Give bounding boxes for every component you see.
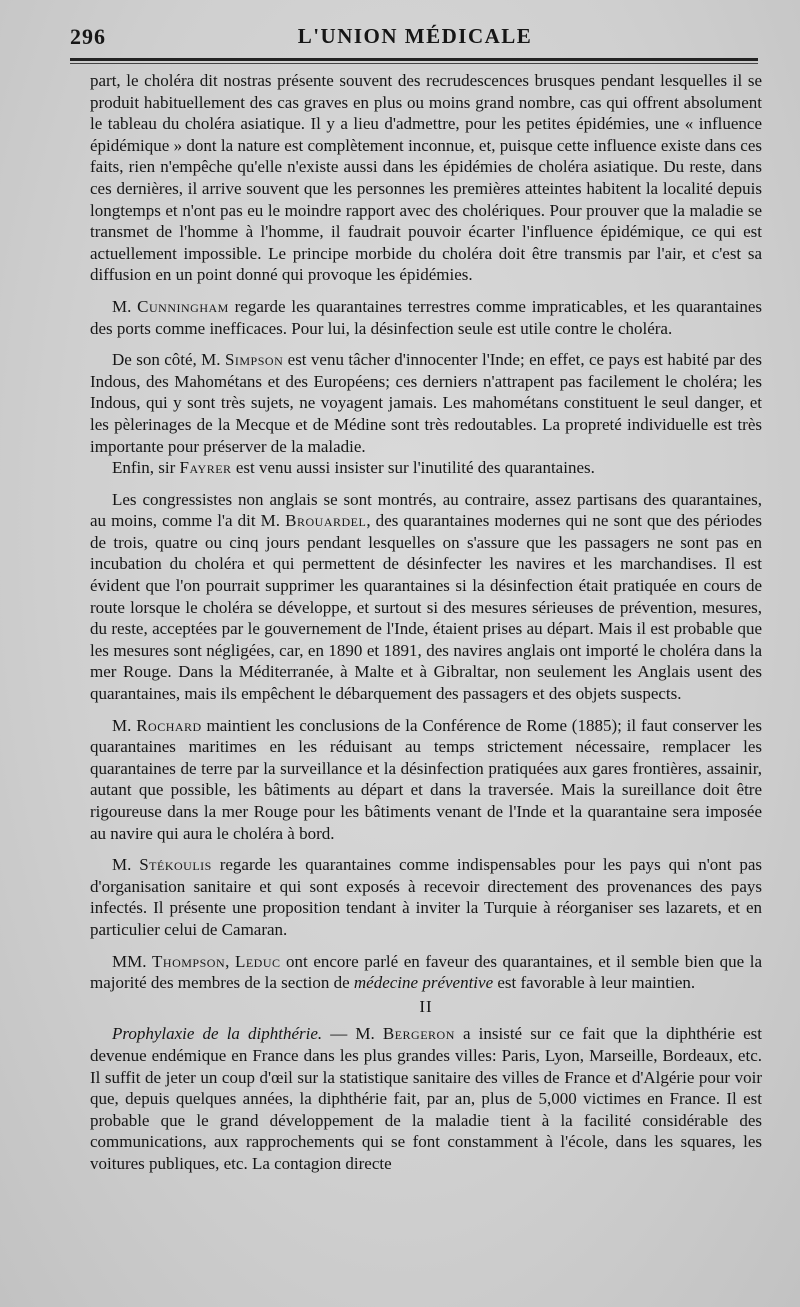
- emphasis: médecine préventive: [353, 973, 494, 993]
- paragraph-thompson-leduc: MM. Thompson, Leduc ont encore parlé en faveur des quarantaines, et il semble bien que la majorité des membres de la section de médecine préventive est favorable à leur maintien.: [90, 951, 762, 993]
- paragraph-simpson: De son côté, M. Simpson est venu tâcher d'innocenter l'Inde; en effet, ce pays est habité par des Indous, des Mahométans et des Européens; ces derniers n'attrapent pas facilement le choléra; les Indous, qui y sont très sujets, ne voyagent jamais. Les mahométans constituent le seul danger, et les pèlerinages de la Mecque et de Médine sont très redoutables. La propreté individuelle est très importante pour préserver de la maladie.: [90, 350, 762, 456]
- author-name: Brouardel: [285, 511, 367, 531]
- author-name: Leduc: [234, 951, 281, 971]
- author-name: Cunningham: [137, 296, 229, 316]
- page-header: [70, 22, 760, 52]
- paragraph-congressistes: Les congressistes non anglais se sont montrés, au contraire, assez partisans des quarantaines, au moins, comme l'a dit M. Brouardel, des quarantaines modernes qui ne sont que des périodes de trois, quatre ou cinq jours pendant lesquelles on s'assure que les passagers ne sont pas en incubation du choléra et qui permettent de désinfecter les navires et les marchandises. Il est évident que l'on pourrait supprimer les quarantaines si la désinfection était pratiquée en cours de route lorsque le choléra se développe, et surtout si des mesures sérieuses de prévention, mesures, du reste, acceptées par le gouvernement de l'Inde, étaient prises au départ. Mais il est probable que les mesures sont négligées, car, en 1890 et 1891, des navires anglais ont importé le choléra dans la mer Rouge. Dans la Méditerranée, à Malte et à Gibraltar, non seulement les Anglais usent des quarantaines, mais ils empêchent le débarquement des passagers et des objets suspects.: [90, 489, 763, 704]
- paragraph-diphtherie: Prophylaxie de la diphthérie. — M. Bergeron a insisté sur ce fait que la diphthérie est devenue endémique en France dans les plus grandes villes: Paris, Lyon, Marseille, Bordeaux, etc. Il suffit de jeter un coup d'œil sur la statistique sanitaire des villes de France et d'Algérie pour voir que, depuis quelques années, la diphthérie fait, par an, plus de 5,000 victimes en France. Il est probable que le grand développement de la maladie tient à la facilité considérable des communications, aux rapprochements qui se font constamment à l'école, dans les squares, les voitures publiques, etc. La contagion directe: [90, 1024, 762, 1173]
- article-body: [90, 70, 762, 1175]
- author-name: Stékoulis: [139, 855, 212, 875]
- paragraph-fayrer: Enfin, sir Fayrer est venu aussi insister sur l'inutilité des quarantaines.: [112, 458, 595, 478]
- section-number: II: [419, 996, 433, 1016]
- header-rule: [70, 58, 758, 64]
- journal-title: L'UNION MÉDICALE: [297, 24, 533, 48]
- author-name: Fayrer: [179, 458, 232, 478]
- paragraph-stekoulis: M. Stékoulis regarde les quarantaines comme indispensables pour les pays qui n'ont pas d'organisation sanitaire et qui sont exposés à recevoir directement des provenances des pays infectés. Il présente une proposition tendant à inviter la Turquie à réorganiser ses lazarets, et en particulier celui de Camaran.: [90, 855, 762, 939]
- author-name: Bergeron: [382, 1024, 455, 1044]
- page-number: 296: [70, 24, 106, 49]
- paragraph-1: part, le choléra dit nostras présente souvent des recrudescences brusques pendant lesquelles il se produit habituellement des cas graves en plus ou moins grand nombre, cas qui offrent absolument le tableau du choléra asiatique. Il y a lieu d'admettre, pour les petites épidémies, une « influence épidémique » dont la nature est complètement inconnue, et, puisque cette influence existe dans ces faits, rien n'empêche qu'elle n'existe aussi dans les épidémies de choléra asiatique. Du reste, dans ces dernières, il arrive souvent que les personnes les premières atteintes habitent la localité depuis longtemps et n'ont pas eu le moindre rapport avec des cholériques. Pour prouver que la maladie se transmet de l'homme à l'homme, il faudrait pouvoir écarter l'influence épidémique, ce qui est actuellement impossible. Le principe morbide du choléra doit être transmis par l'air, et c'est sa diffusion en un point donné qui provoque les épidémies.: [90, 71, 762, 285]
- section-title: Prophylaxie de la diphthérie.: [112, 1024, 323, 1044]
- paragraph-cunningham: M. Cunningham regarde les quarantaines terrestres comme impraticables, et les quarantaines des ports comme inefficaces. Pour lui, la désinfection seule est utile contre le choléra.: [90, 296, 762, 338]
- author-name: Simpson: [224, 350, 284, 370]
- paragraph-rochard: M. Rochard maintient les conclusions de la Conférence de Rome (1885); il faut conserver les quarantaines maritimes en les réduisant au temps strictement nécessaire, remplacer les quarantaines de terre par la surveillance et la désinfection pratiquées aux gares frontières, assainir, autant que possible, les bâtiments au départ et dans la traversée. Mais la sureillance doit être rigoureuse dans la mer Rouge pour les bâtiments venant de l'Inde et la quarantaine sera imposée au navire qui aura le choléra à bord.: [90, 715, 762, 843]
- author-name: Rochard: [136, 715, 202, 735]
- author-name: Thompson: [152, 951, 226, 971]
